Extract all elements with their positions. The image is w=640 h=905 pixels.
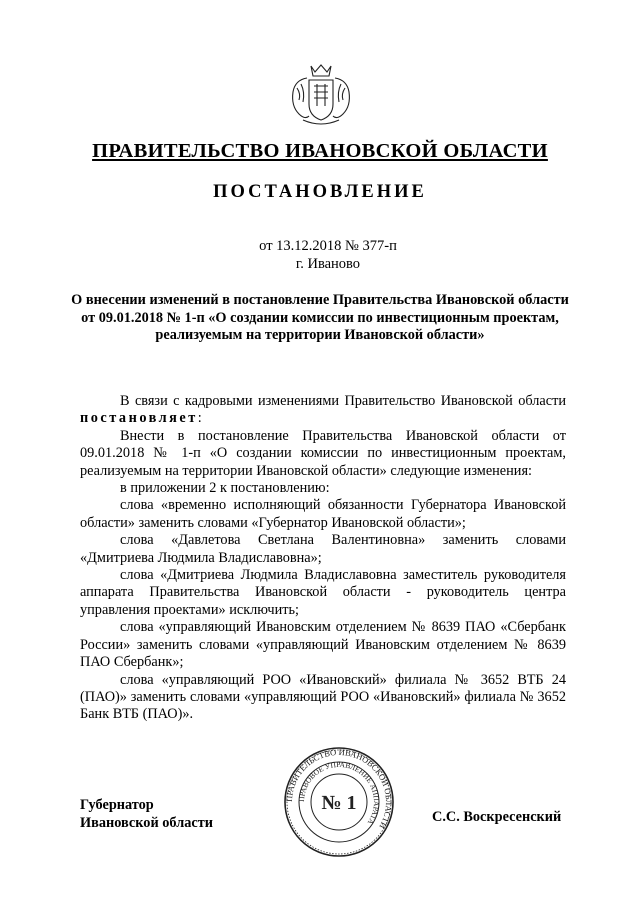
document-body (80, 393, 566, 724)
position-line: Губернатор (80, 797, 154, 813)
paragraph (80, 393, 566, 428)
document-title: О внесении изменений в постановление Правительства Ивановской области от 09.01.2018 № 1-п «О создании комиссии по инвестиционным проектам, реализуемым на территории Ивановской области» (71, 292, 569, 344)
document-type: ПОСТАНОВЛЕНИЕ (213, 182, 427, 202)
paragraph: слова «временно исполняющий обязанности Губернатора Ивановской области» заменить словами «Губернатор Ивановской области»; (80, 497, 566, 531)
signatory-name: С.С. Воскресенский (432, 809, 562, 825)
city: г. Иваново (295, 256, 361, 272)
paragraph: слова «Давлетова Светлана Валентиновна» заменить словами «Дмитриева Людмила Владиславовна»; (80, 532, 566, 566)
decree-word: постановляет (80, 410, 198, 427)
date-block (0, 237, 640, 273)
paragraph-end: : (197, 410, 202, 427)
ivanovo-coat-of-arms-icon (287, 62, 355, 126)
signatory-position (80, 797, 213, 832)
position-line: Ивановской области (80, 814, 213, 831)
paragraph: слова «управляющий Ивановским отделением № 8639 ПАО «Сбербанк России» заменить словами «управляющий Ивановским отделением № 8639 ПАО Сбербанк»; (80, 619, 566, 671)
organization-name: ПРАВИТЕЛЬСТВО ИВАНОВСКОЙ ОБЛАСТИ (92, 140, 548, 162)
date-number: от 13.12.2018 № 377-п (259, 238, 397, 254)
stamp-number: № 1 (321, 792, 357, 814)
paragraph: в приложении 2 к постановлению: (120, 480, 330, 497)
paragraph: слова «управляющий РОО «Ивановский» филиала № 3652 ВТБ 24 (ПАО)» заменить словами «управляющий РОО «Ивановский» филиала № 3652 Банк ВТБ (ПАО)». (80, 671, 566, 723)
paragraph: слова «Дмитриева Людмила Владиславовна заместитель руководителя аппарата Правительства Ивановской области - руководитель центра управления проектами» исключить; (80, 567, 566, 618)
paragraph-text: В связи с кадровыми изменениями Правительство Ивановской области (120, 393, 566, 409)
stamp-inner-text: ПРАВОВОЕ УПРАВЛЕНИЕ АППАРАТА (296, 759, 382, 827)
stamp-outer-text: ПРАВИТЕЛЬСТВО ИВАНОВСКОЙ ОБЛАСТИ (283, 746, 395, 831)
paragraph: Внести в постановление Правительства Ивановской области от 09.01.2018 № 1-п «О создании комиссии по инвестиционным проектам, реализуемым на территории Ивановской области» следующие изменения: (80, 427, 566, 479)
official-stamp (283, 746, 395, 858)
